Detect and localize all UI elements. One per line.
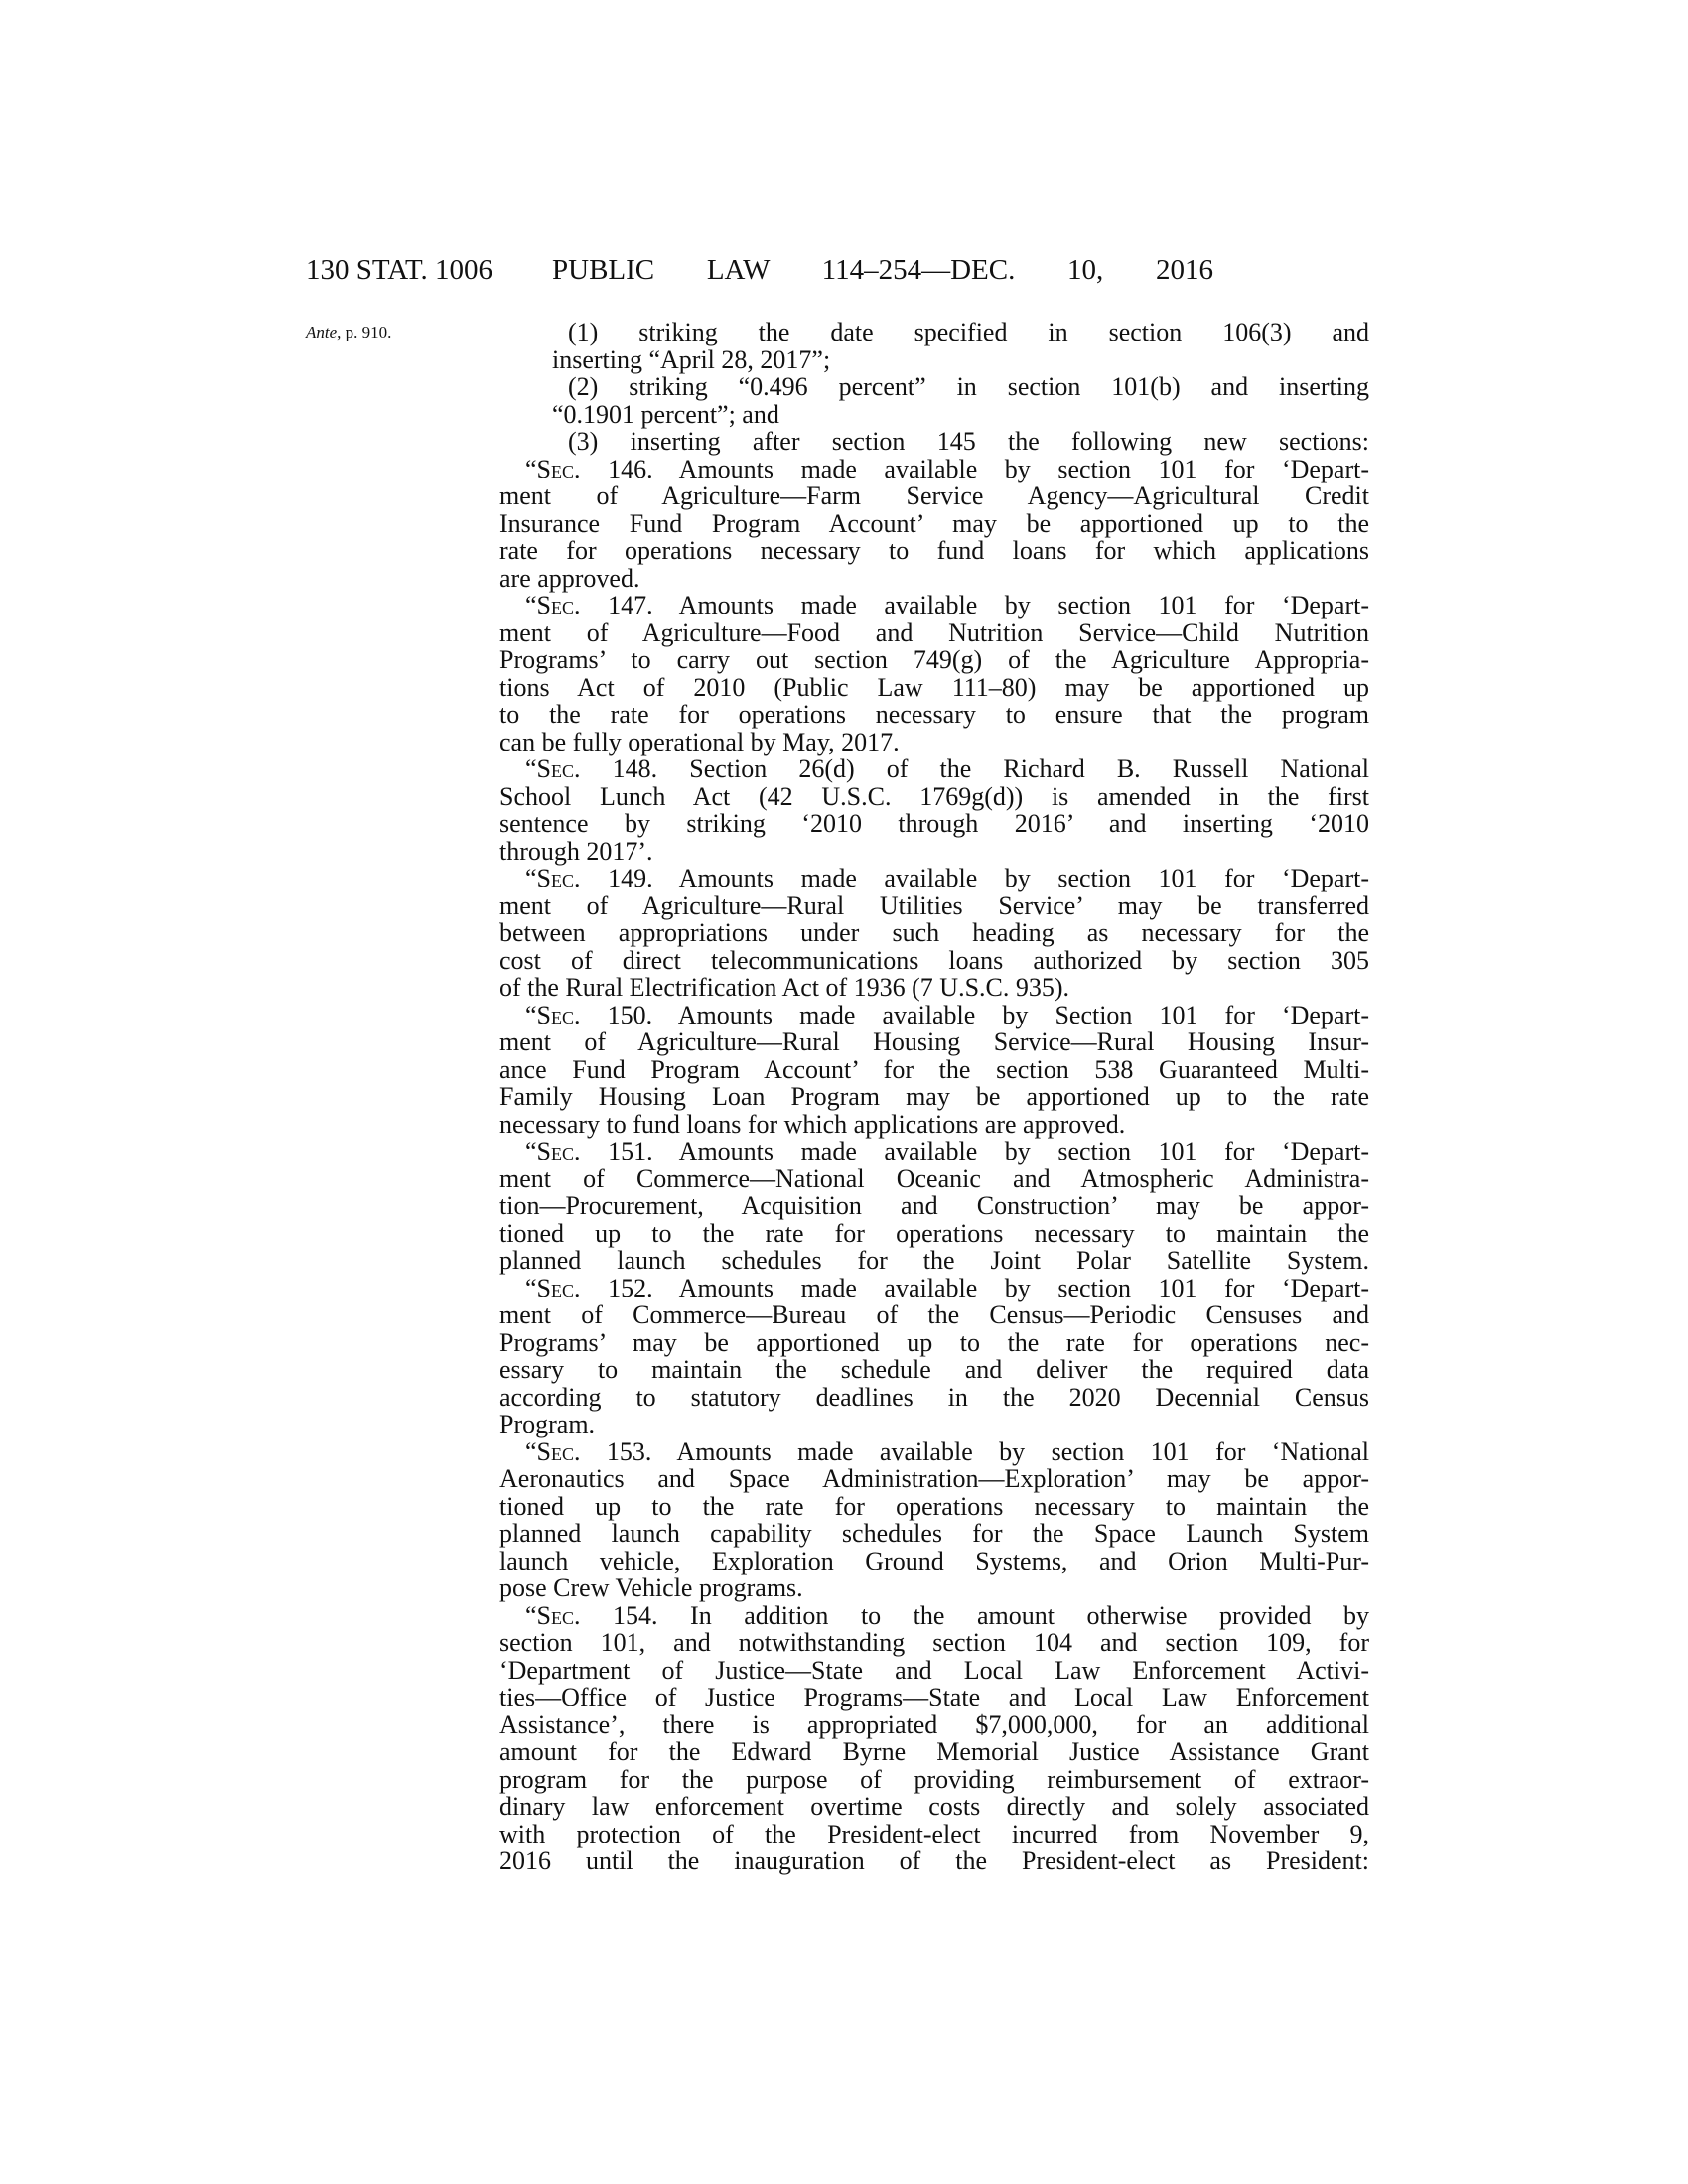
- section-text: 149. Amounts made available by section 101 for ‘Depart-: [580, 864, 1369, 892]
- open-quote: “: [525, 1000, 537, 1029]
- text-line: ment of Agriculture—Food and Nutrition Service—Child Nutrition: [499, 617, 1369, 647]
- text-line: amount for the Edward Byrne Memorial Justice Assistance Grant: [499, 1737, 1369, 1766]
- open-quote: “: [525, 591, 537, 619]
- open-quote: “: [525, 1137, 537, 1165]
- text-line: rate for operations necessary to fund loans for which applications: [499, 536, 1369, 565]
- open-quote: “: [525, 864, 537, 892]
- section-text: 153. Amounts made available by section 101 for ‘National: [580, 1436, 1369, 1466]
- text-line: between appropriations under such heading as necessary for the: [499, 918, 1369, 947]
- text-line: School Lunch Act (42 U.S.C. 1769g(d)) is amended in the first: [499, 781, 1369, 811]
- section-label: Sec.: [536, 864, 581, 892]
- text-line: Programs’ to carry out section 749(g) of the Agriculture Appropria-: [499, 645, 1369, 674]
- section-text: 154. In addition to the amount otherwise provided by: [580, 1600, 1369, 1630]
- margin-note-reference: , p. 910.: [337, 323, 392, 341]
- text-line: 2016 until the inauguration of the President-elect as President:: [499, 1846, 1369, 1875]
- body-text: [499, 319, 1369, 1875]
- section-heading-line: [499, 1602, 1369, 1630]
- section-label: Sec.: [536, 1273, 581, 1302]
- list-item-line: (2) striking “0.496 percent” in section 101(b) and inserting: [568, 372, 1369, 401]
- section-heading-line: [499, 1002, 1369, 1029]
- margin-note-italic: Ante: [306, 323, 338, 341]
- text-line: ties—Office of Justice Programs—State and Local Law Enforcement: [499, 1683, 1369, 1711]
- text-line: ment of Commerce—National Oceanic and Atmospheric Administra-: [499, 1163, 1369, 1193]
- section-heading-line: [499, 1438, 1369, 1466]
- section-heading-line: [499, 1275, 1369, 1302]
- text-line: Assistance’, there is appropriated $7,000,000, for an additional: [499, 1709, 1369, 1739]
- text-line: with protection of the President-elect incurred from November 9,: [499, 1819, 1369, 1848]
- open-quote: “: [525, 454, 537, 483]
- section-label: Sec.: [536, 591, 581, 619]
- text-line: ment of Agriculture—Rural Utilities Service’ may be transferred: [499, 890, 1369, 920]
- open-quote: “: [525, 1600, 537, 1630]
- section-heading-line: [499, 592, 1369, 619]
- running-header-title: PUBLIC LAW 114–254—DEC. 10, 2016: [552, 254, 1213, 286]
- section-label: Sec.: [536, 1600, 581, 1630]
- section-text: 148. Section 26(d) of the Richard B. Russell National: [580, 754, 1369, 783]
- text-line: Programs’ may be apportioned up to the rate for operations nec-: [499, 1327, 1369, 1357]
- text-line: ance Fund Program Account’ for the section 538 Guaranteed Multi-: [499, 1054, 1369, 1084]
- section-label: Sec.: [536, 454, 581, 483]
- text-line: Insurance Fund Program Account’ may be apportioned up to the: [499, 508, 1369, 538]
- text-line: ment of Commerce—Bureau of the Census—Periodic Censuses and: [499, 1300, 1369, 1329]
- section-heading-line: [499, 865, 1369, 892]
- text-line: can be fully operational by May, 2017.: [499, 727, 900, 756]
- text-line: tions Act of 2010 (Public Law 111–80) may be apportioned up: [499, 672, 1369, 702]
- section-text: 147. Amounts made available by section 101 for ‘Depart-: [580, 591, 1369, 619]
- section-heading-line: [499, 1138, 1369, 1165]
- text-line: sentence by striking ‘2010 through 2016’ and inserting ‘2010: [499, 809, 1369, 838]
- margin-note: [306, 321, 391, 344]
- text-line: planned launch schedules for the Joint Polar Satellite System.: [499, 1246, 1369, 1275]
- list-item-line: (1) striking the date specified in section 106(3) and: [568, 318, 1369, 346]
- open-quote: “: [525, 1273, 537, 1302]
- text-line: ment of Agriculture—Farm Service Agency—Agricultural Credit: [499, 481, 1369, 510]
- section-text: 150. Amounts made available by Section 101 for ‘Depart-: [580, 1000, 1369, 1029]
- text-line: inserting “April 28, 2017”;: [552, 344, 831, 374]
- section-text: 146. Amounts made available by section 101 for ‘Depart-: [580, 454, 1369, 483]
- statute-page-number: 130 STAT. 1006: [306, 254, 493, 286]
- text-line: tioned up to the rate for operations necessary to maintain the: [499, 1491, 1369, 1521]
- open-quote: “: [525, 1436, 537, 1466]
- text-line: of the Rural Electrification Act of 1936 (7 U.S.C. 935).: [499, 973, 1070, 1002]
- text-line: planned launch capability schedules for the Space Launch System: [499, 1519, 1369, 1548]
- section-heading-line: [499, 456, 1369, 483]
- list-item-line: (3) inserting after section 145 the following new sections:: [568, 427, 1369, 456]
- section-label: Sec.: [536, 754, 581, 783]
- text-line: Aeronautics and Space Administration—Exploration’ may be appor-: [499, 1464, 1369, 1493]
- section-label: Sec.: [536, 1137, 581, 1165]
- text-line: according to statutory deadlines in the 2020 Decennial Census: [499, 1382, 1369, 1412]
- section-label: Sec.: [536, 1436, 581, 1466]
- text-line: Family Housing Loan Program may be apportioned up to the rate: [499, 1082, 1369, 1111]
- text-line: ment of Agriculture—Rural Housing Service—Rural Housing Insur-: [499, 1027, 1369, 1056]
- text-line: tion—Procurement, Acquisition and Construction’ may be appor-: [499, 1191, 1369, 1220]
- text-line: are approved.: [499, 563, 640, 593]
- text-line: section 101, and notwithstanding section 104 and section 109, for: [499, 1628, 1369, 1657]
- text-line: Program.: [499, 1410, 596, 1438]
- text-line: pose Crew Vehicle programs.: [499, 1573, 803, 1602]
- section-text: 152. Amounts made available by section 101 for ‘Depart-: [580, 1273, 1369, 1302]
- text-line: necessary to fund loans for which applications are approved.: [499, 1109, 1126, 1139]
- text-line: essary to maintain the schedule and deliver the required data: [499, 1355, 1369, 1384]
- text-line: cost of direct telecommunications loans authorized by section 305: [499, 945, 1369, 975]
- text-line: dinary law enforcement overtime costs directly and solely associated: [499, 1792, 1369, 1821]
- text-line: to the rate for operations necessary to ensure that the program: [499, 700, 1369, 729]
- section-label: Sec.: [536, 1000, 581, 1029]
- text-line: launch vehicle, Exploration Ground Systems, and Orion Multi-Pur-: [499, 1546, 1369, 1575]
- open-quote: “: [525, 754, 537, 783]
- text-line: tioned up to the rate for operations necessary to maintain the: [499, 1218, 1369, 1248]
- text-line: ‘Department of Justice—State and Local Law Enforcement Activi-: [499, 1655, 1369, 1685]
- text-line: “0.1901 percent”; and: [552, 399, 779, 429]
- section-heading-line: [499, 755, 1369, 783]
- section-text: 151. Amounts made available by section 101 for ‘Depart-: [580, 1137, 1369, 1165]
- text-line: program for the purpose of providing reimbursement of extraor-: [499, 1764, 1369, 1794]
- text-line: through 2017’.: [499, 836, 653, 866]
